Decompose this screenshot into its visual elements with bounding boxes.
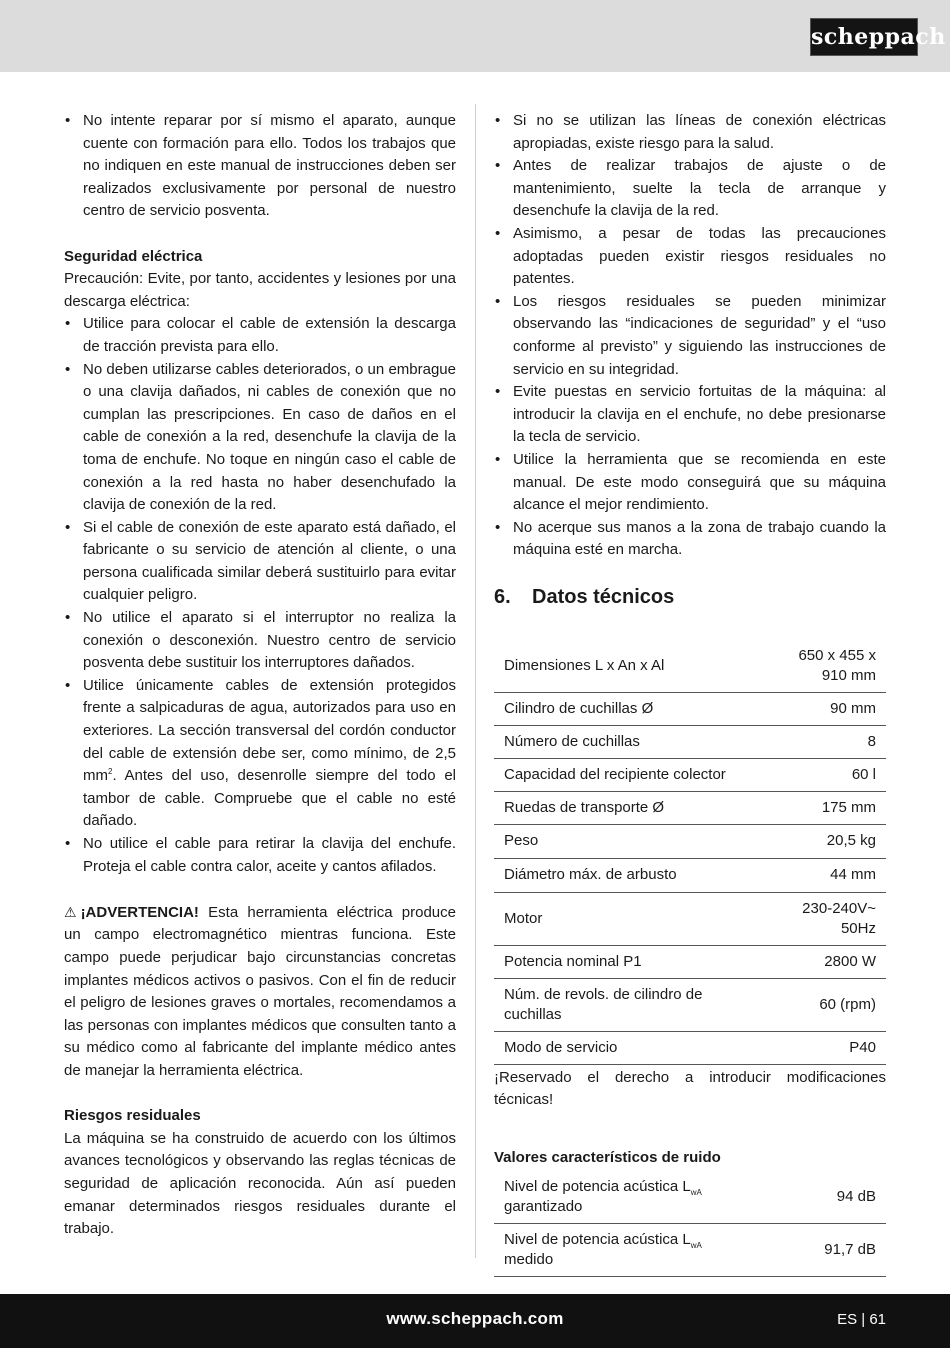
spec-label: Ruedas de transporte Ø [494, 791, 759, 824]
section-title-text: Datos técnicos [532, 585, 675, 608]
table-row [494, 791, 886, 824]
electrical-safety-intro: Precaución: Evite, por tanto, accidentes y lesiones por una descarga eléctrica: [64, 270, 456, 310]
spec-value: 60 l [759, 758, 886, 791]
header-bar [0, 0, 950, 72]
superscript: 2 [108, 767, 113, 777]
spec-label: Diámetro máx. de arbusto [494, 858, 759, 892]
table-row [494, 1224, 886, 1277]
list-item: • Si el cable de conexión de este aparato está dañado, el fabricante o su servicio de atención al cliente, o una persona cualificada similar deberá sustituirlo para evitar cualquier peligro. [64, 517, 456, 607]
table-row [494, 945, 886, 978]
noise-value: 94 dB [789, 1171, 886, 1224]
list-item: • No acerque sus manos a la zona de trabajo cuando la máquina esté en marcha. [494, 517, 886, 562]
spec-value: P40 [759, 1031, 886, 1064]
list-item: • No intente reparar por sí mismo el aparato, aunque cuente con formación para ello. Todos los trabajos que no indiquen en este manual de instrucciones deben ser realizados exclusivamente por personal de nuestro centro de servicio posventa. [64, 110, 456, 223]
table-row [494, 725, 886, 758]
spec-value: 650 x 455 x 910 mm [759, 640, 886, 693]
noise-label-text: Nivel de potencia acústica L [504, 1231, 691, 1249]
spec-label: Modo de servicio [494, 1031, 759, 1064]
right-column [494, 110, 886, 1277]
list-item: • No utilice el cable para retirar la clavija del enchufe. Proteja el cable contra calor, aceite y cantos afilados. [64, 833, 456, 878]
noise-label [494, 1171, 789, 1224]
left-column [64, 110, 456, 1241]
noise-label [494, 1224, 789, 1277]
list-item [64, 675, 456, 833]
spec-label: Núm. de revols. de cilindro de cuchillas [494, 978, 759, 1031]
list-item: • Asimismo, a pesar de todas las precauciones adoptadas pueden existir riesgos residuales no patentes. [494, 223, 886, 291]
reserved-note: ¡Reservado el derecho a introducir modificaciones técnicas! [494, 1068, 886, 1109]
table-row [494, 978, 886, 1031]
table-row [494, 692, 886, 725]
spec-value: 60 (rpm) [759, 978, 886, 1031]
language-code: ES [837, 1311, 858, 1328]
intro-list [64, 110, 456, 223]
section-title [494, 584, 886, 610]
spec-value: 175 mm [759, 791, 886, 824]
section-number: 6. [494, 585, 511, 608]
website-link[interactable]: www.scheppach.com [386, 1309, 564, 1328]
list-item: • No deben utilizarse cables deteriorados, o un embrague o una clavija dañados, ni cables de conexión que no cumplan las prescripciones. En caso de daños en el cable de conexión a la red, desenchufe la clavija de la toma de enchufe. No toque en ningún caso el cable de conexión a la red hasta no haber desenchufado la clavija de conexión de la red. [64, 359, 456, 517]
noise-values-table [494, 1171, 886, 1277]
table-row [494, 758, 886, 791]
residual-risks-heading: Riesgos residuales [64, 1107, 201, 1125]
list-item: • Antes de realizar trabajos de ajuste o de mantenimiento, suelte la tecla de arranque y desenchufe la clavija de la red. [494, 155, 886, 223]
spec-value: 44 mm [759, 858, 886, 892]
spec-value: 2800 W [759, 945, 886, 978]
noise-label-text: Nivel de potencia acústica L [504, 1178, 691, 1196]
warning-label: ¡ADVERTENCIA! [80, 903, 199, 921]
list-item: • Utilice la herramienta que se recomienda en este manual. De este modo conseguirá que su máquina alcance el mejor rendimiento. [494, 449, 886, 517]
technical-data-table [494, 640, 886, 1065]
subscript: wA [690, 1241, 702, 1251]
spec-label: Potencia nominal P1 [494, 945, 759, 978]
warning-text: Esta herramienta eléctrica produce un campo electromagnético mientras funciona. Este campo puede perjudicar bajo circunstancias concretas implantes médicos activos o pasivos. Con el fin de reducir el peligro de lesiones graves o mortales, recomendamos a las personas con implantes médicos que consulten tanto a su médico como al fabricante del implante médico antes de manejar la herramienta eléctrica. [64, 903, 456, 1079]
electrical-safety-list [64, 313, 456, 878]
list-item: • Utilice para colocar el cable de extensión la descarga de tracción prevista para ello. [64, 313, 456, 358]
spec-label: Dimensiones L x An x Al [494, 640, 759, 693]
spec-value: 90 mm [759, 692, 886, 725]
noise-values-heading: Valores característicos de ruido [494, 1148, 721, 1166]
page-indicator: ES | 61 [837, 1311, 886, 1328]
spec-value: 230-240V~ 50Hz [759, 892, 886, 945]
list-item: • No utilice el aparato si el interruptor no realiza la conexión o desconexión. Nuestro centro de servicio posventa debe sustituir los interruptores dañados. [64, 607, 456, 675]
column-divider [475, 104, 476, 1258]
electrical-safety-heading: Seguridad eléctrica [64, 247, 203, 265]
spec-label: Cilindro de cuchillas Ø [494, 692, 759, 725]
residual-risks-text: La máquina se ha construido de acuerdo con los últimos avances tecnológicos y observando las reglas técnicas de seguridad de aplicación reconocida. Aún así pueden emanar determinados riesgos residuales durante el trabajo. [64, 1129, 456, 1238]
spec-label: Motor [494, 892, 759, 945]
subscript: wA [690, 1188, 702, 1198]
spec-value: 8 [759, 725, 886, 758]
warning-paragraph [64, 901, 456, 1083]
page-number: 61 [869, 1311, 886, 1328]
noise-label-suffix: medido [504, 1251, 554, 1269]
table-row [494, 858, 886, 892]
table-row [494, 892, 886, 945]
spec-label: Capacidad del recipiente colector [494, 758, 759, 791]
cable-text-b: . Antes del uso, desenrolle siempre del todo el tambor de cable. Compruebe que el cable no esté dañado. [83, 767, 456, 830]
list-item: • Los riesgos residuales se pueden minimizar observando las “indicaciones de seguridad” y el “uso conforme al previsto” y siguiendo las instrucciones de servicio en su integridad. [494, 291, 886, 381]
spec-label: Número de cuchillas [494, 725, 759, 758]
cable-text-a: Utilice únicamente cables de extensión protegidos frente a salpicaduras de agua, autorizados para uso en exteriores. La sección transversal del cordón conductor del cable de extensión debe ser, como mínimo, de 2,5 mm [83, 676, 456, 785]
spec-value: 20,5 kg [759, 824, 886, 858]
list-item: • Evite puestas en servicio fortuitas de la máquina: al introducir la clavija en el enchufe, no debe presionarse la tecla de servicio. [494, 381, 886, 449]
spec-label: Peso [494, 824, 759, 858]
table-row [494, 824, 886, 858]
warning-triangle-icon: ⚠ [64, 903, 77, 920]
footer-bar [0, 1294, 950, 1348]
table-row [494, 1031, 886, 1064]
noise-label-suffix: garantizado [504, 1198, 583, 1216]
noise-value: 91,7 dB [789, 1224, 886, 1277]
table-row [494, 1171, 886, 1224]
table-row [494, 640, 886, 693]
list-item: • Si no se utilizan las líneas de conexión eléctricas apropiadas, existe riesgo para la salud. [494, 110, 886, 155]
scheppach-logo: scheppach [810, 18, 918, 56]
residual-risks-list [494, 110, 886, 562]
